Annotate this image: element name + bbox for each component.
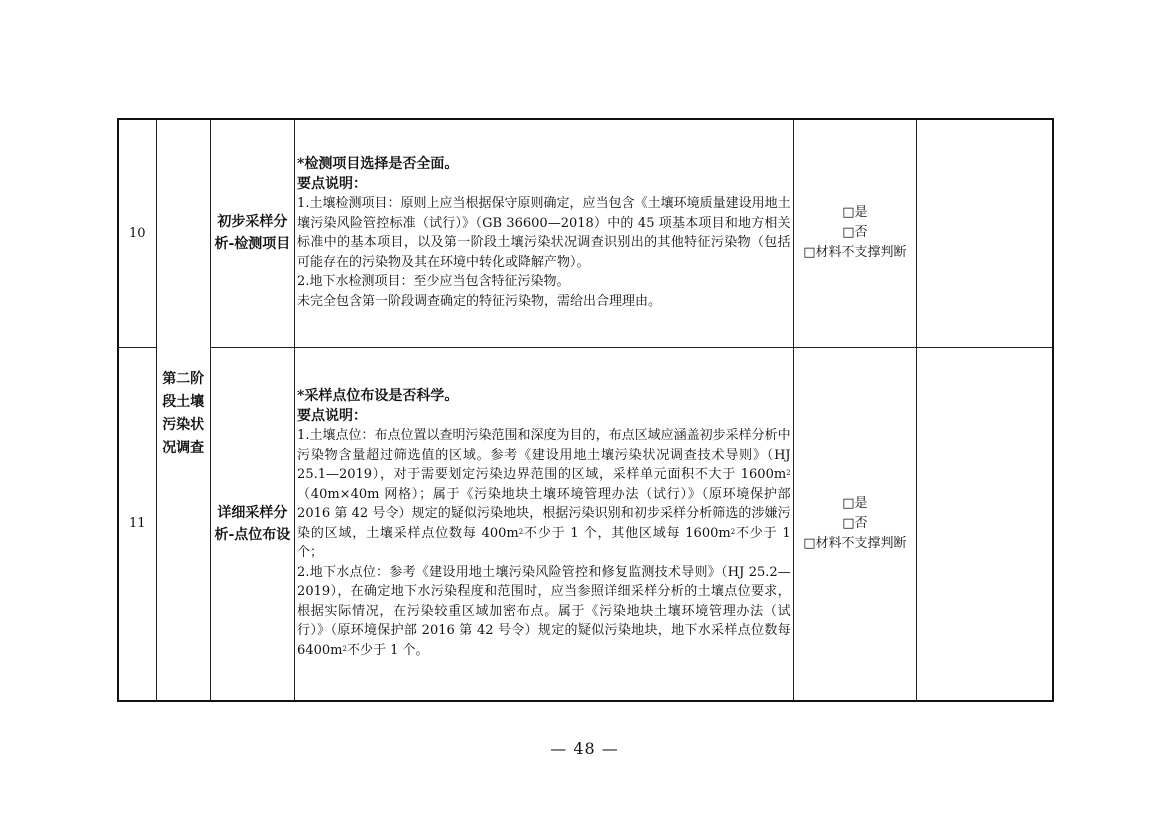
stage-label-line: 污染状	[162, 417, 205, 433]
superscript: 2	[786, 469, 791, 478]
item-cell	[210, 119, 294, 347]
text-run: 不少于 1 个；	[297, 525, 791, 561]
check-question: *检测项目选择是否全面。	[297, 156, 459, 173]
page-number: — 48 —	[550, 739, 619, 758]
table-row	[118, 119, 1053, 347]
review-table	[117, 118, 1054, 702]
option-yes-checkbox[interactable]: □是	[842, 495, 868, 511]
check-question: *采样点位布设是否科学。	[297, 388, 459, 405]
stage-cell	[156, 119, 210, 701]
text-run: 2.地下水点位：参考《建设用地土壤污染风险管控和修复监测技术导则》（HJ 25.2—2019），在确定地下水污染程度和范围时，应当参照详细采样分析的土壤点位要求，根据实际情况，在污染较重区域加密布点。属于《污染地块土壤环境管理办法（试行）》（原环境保护部 2016 第 42 号令）规定的疑似污染地块，地下水采样点位数每 6400m	[297, 564, 791, 658]
text-run: 不少于 1 个，其他区域每 1600m	[523, 525, 731, 541]
table-row	[118, 347, 1053, 701]
remarks-cell	[917, 347, 1053, 701]
item-label-line: 详细采样分	[217, 504, 288, 521]
stage-label-line: 况调查	[162, 440, 205, 456]
row-number: 11	[118, 347, 156, 701]
item-label-line: 析-点位布设	[214, 526, 291, 543]
option-yes-checkbox[interactable]: □是	[842, 205, 868, 221]
option-insufficient-checkbox[interactable]: □材料不支撑判断	[803, 535, 907, 551]
key-points-label: 要点说明：	[297, 175, 368, 192]
key-point-paragraph: 2.地下水检测项目：至少应当包含特征污染物。	[297, 274, 570, 290]
content-cell	[295, 119, 794, 347]
key-point-paragraph	[297, 563, 791, 661]
text-run: 不少于 1 个。	[346, 642, 429, 658]
option-no-checkbox[interactable]: □否	[842, 225, 868, 241]
text-run: （40m×40m 网格）；属于《污染地块土壤环境管理办法（试行）》（原环境保护部 2016 第 42 号令）规定的疑似污染地块，根据污染识别和初步采样分析筛选的涉嫌污染的区域，土壤采样点位数每 400m	[297, 486, 791, 541]
superscript: 2	[730, 527, 736, 536]
text-run: 1.土壤点位：布点位置以查明污染范围和深度为目的，布点区域应涵盖初步采样分析中污染物含量超过筛选值的区域。参考《建设用地土壤污染状况调查技术导则》（HJ 25.1—2019），对于需要划定污染边界范围的区域，采样单元面积不大于 1600m	[297, 428, 791, 483]
key-points-label: 要点说明：	[297, 407, 368, 424]
option-no-checkbox[interactable]: □否	[842, 515, 868, 531]
content-cell	[295, 347, 794, 701]
stage-label-line: 段土壤	[162, 394, 205, 410]
key-point-paragraph	[297, 426, 791, 563]
item-label-line: 析-检测项目	[214, 236, 291, 253]
key-point-paragraph: 1.土壤检测项目：原则上应当根据保守原则确定，应当包含《土壤环境质量建设用地土壤污染风险管控标准（试行）》（GB 36600—2018）中的 45 项基本项目和地方相关标准中的基本项目，以及第一阶段土壤污染状况调查识别出的其他特征污染物（包括可能存在的污染物及其在环境中转化或降解产物）。	[297, 196, 791, 270]
item-cell	[210, 347, 294, 701]
judgement-cell	[793, 347, 916, 701]
superscript: 2	[518, 527, 524, 536]
superscript: 2	[342, 644, 347, 653]
key-point-paragraph: 未完全包含第一阶段调查确定的特征污染物，需给出合理理由。	[297, 293, 662, 309]
item-label-line: 初步采样分	[217, 214, 288, 231]
judgement-cell	[793, 119, 916, 347]
row-number: 10	[118, 119, 156, 347]
remarks-cell	[917, 119, 1053, 347]
option-insufficient-checkbox[interactable]: □材料不支撑判断	[803, 245, 907, 261]
stage-label-line: 第二阶	[162, 371, 205, 387]
